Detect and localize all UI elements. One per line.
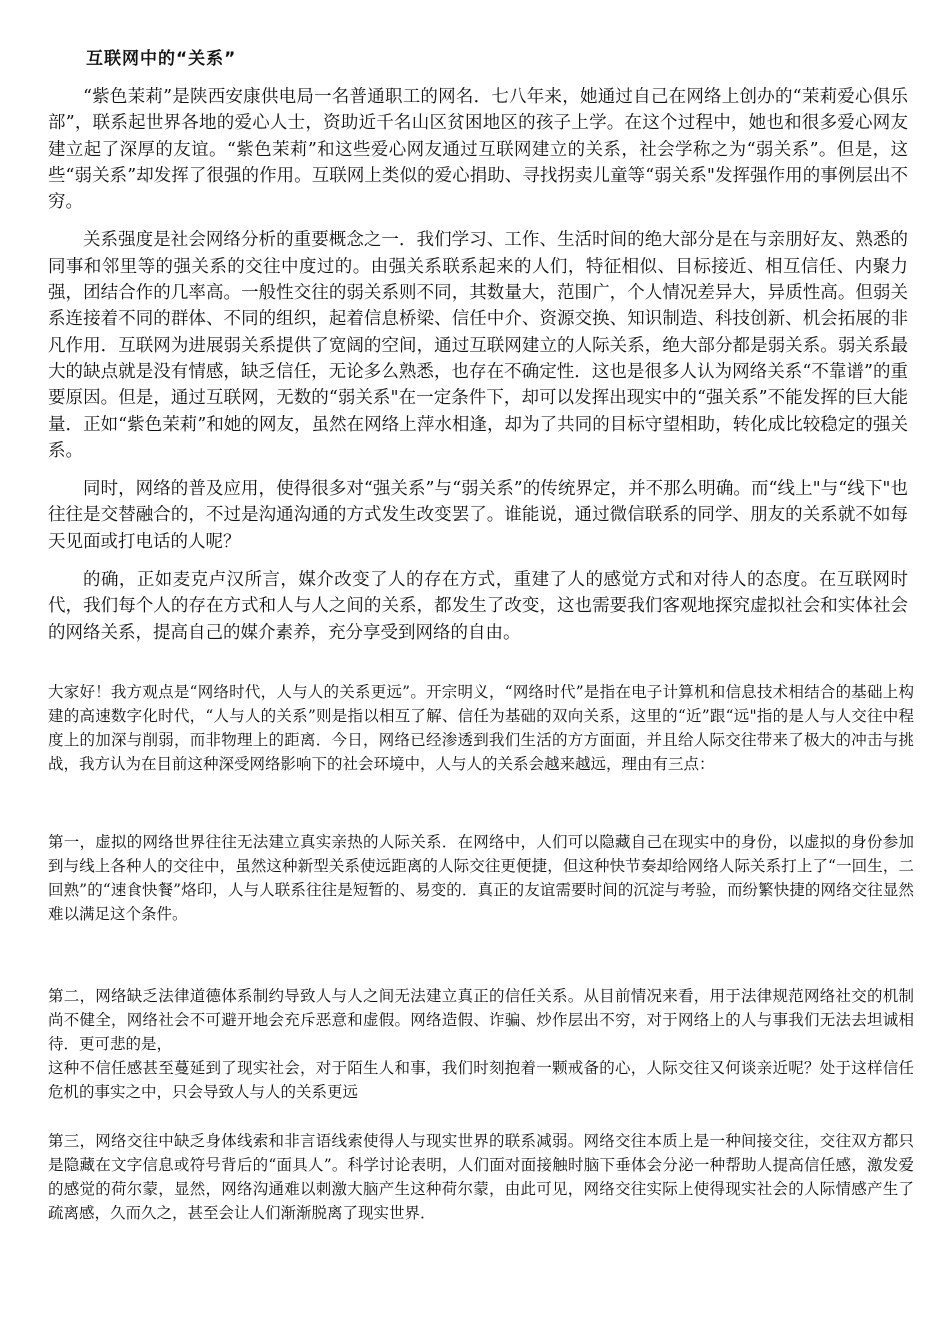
essay-paragraph-3: 同时，网络的普及应用，使得很多对“强关系”与“弱关系”的传统界定，并不那么明确。而“线上"与“线下"也往往是交替融合的，不过是沟通沟通的方式发生改变罢了。谁能说，通过微信联系的同学、朋友的关系就不如每天见面或打电话的人呢？ xyxy=(48,479,908,552)
essay-paragraph-4: 的确，正如麦克卢汉所言，媒介改变了人的存在方式，重建了人的感觉方式和对待人的态度。在互联网时代，我们每个人的存在方式和人与人之间的关系，都发生了改变，这也需要我们客观地探究虚拟社会和实体社会的网络关系，提高自己的媒介素养，充分享受到网络的自由。 xyxy=(48,570,908,643)
debate-point-3 xyxy=(48,1129,914,1225)
debate-point-2 xyxy=(48,984,914,1104)
essay-body xyxy=(48,84,908,658)
debate-point-1-text: 第一，虚拟的网络世界往往无法建立真实亲热的人际关系．在网络中，人们可以隐藏自己在现实中的身份，以虚拟的身份参加到与线上各种人的交往中，虽然这种新型关系使远距离的人际交往更便捷，但这种快节奏却给网络人际关系打上了“一回生，二回熟”的“速食快餐”烙印，人与人联系往往是短暂的、易变的．真正的友谊需要时间的沉淀与考验，而纷繁快捷的网络交往显然难以满足这个条件。 xyxy=(48,833,914,923)
debate-point-1 xyxy=(48,830,914,926)
debate-point-2-text-a: 第二，网络缺乏法律道德体系制约导致人与人之间无法建立真正的信任关系。从目前情况来看，用于法律规范网络社交的机制尚不健全，网络社会不可避开地会充斥恶意和虚假。网络造假、诈骗、炒作层出不穷，对于网络上的人与事我们无法去坦诚相待．更可悲的是， xyxy=(48,987,914,1053)
debate-intro-text: 大家好！我方观点是“网络时代，人与人的关系更远”。开宗明义，“网络时代”是指在电子计算机和信息技术相结合的基础上构建的高速数字化时代，“人与人的关系”则是指以相互了解、信任为基础的双向关系，这里的“近”跟“远"指的是人与人交往中程度上的加深与削弱，而非物理上的距离．今日，网络已经渗透到我们生活的方方面面，并且给人际交往带来了极大的冲击与挑战，我方认为在目前这种深受网络影响下的社会环境中，人与人的关系会越来越远，理由有三点： xyxy=(48,683,914,773)
essay-paragraph-2: 关系强度是社会网络分析的重要概念之一．我们学习、工作、生活时间的绝大部分是在与亲朋好友、熟悉的同事和邻里等的强关系的交往中度过的。由强关系联系起来的人们，特征相似、目标接近、相互信任、内聚力强，团结合作的几率高。一般性交往的弱关系则不同，其数量大，范围广，个人情况差异大，异质性高。但弱关系连接着不同的群体、不同的组织，起着信息桥梁、信任中介、资源交换、知识制造、科技创新、机会拓展的非凡作用．互联网为进展弱关系提供了宽阔的空间，通过互联网建立的人际关系，绝大部分都是弱关系。弱关系最大的缺点就是没有情感，缺乏信任，无论多么熟悉，也存在不确定性．这也是很多人认为网络关系“不靠谱”的重要原因。但是，通过互联网，无数的“弱关系"在一定条件下，却可以发挥出现实中的“强关系”不能发挥的巨大能量．正如“紫色茉莉”和她的网友，虽然在网络上萍水相逢，却为了共同的目标守望相助，转化成比较稳定的强关系。 xyxy=(48,230,908,461)
essay-paragraph-1: “紫色茉莉”是陕西安康供电局一名普通职工的网名．七八年来，她通过自己在网络上创办的“茉莉爱心俱乐部”，联系起世界各地的爱心人士，资助近千名山区贫困地区的孩子上学。在这个过程中，她也和很多爱心网友建立起了深厚的友谊。“紫色茉莉”和这些爱心网友通过互联网建立的关系，社会学称之为“弱关系”。但是，这些“弱关系”却发挥了很强的作用。互联网上类似的爱心捐助、寻找拐卖儿童等“弱关系"发挥强作用的事例层出不穷。 xyxy=(48,87,908,213)
debate-point-3-text: 第三，网络交往中缺乏身体线索和非言语线索使得人与现实世界的联系减弱。网络交往本质上是一种间接交往，交往双方都只是隐藏在文字信息或符号背后的“面具人”。科学讨论表明，人们面对面接触时脑下垂体会分泌一种帮助人提高信任感，激发爱的感觉的荷尔蒙，显然，网络沟通难以刺激大脑产生这种荷尔蒙，由此可见，网络交往实际上使得现实社会的人际情感产生了疏离感，久而久之，甚至会让人们渐渐脱离了现实世界． xyxy=(48,1132,914,1222)
debate-point-2-text-b: 这种不信任感甚至蔓延到了现实社会，对于陌生人和事，我们时刻抱着一颗戒备的心，人际交往又何谈亲近呢？处于这样信任危机的事实之中，只会导致人与人的关系更远 xyxy=(48,1059,914,1101)
debate-intro xyxy=(48,680,914,776)
essay-title: 互联网中的“关系” xyxy=(86,49,237,69)
